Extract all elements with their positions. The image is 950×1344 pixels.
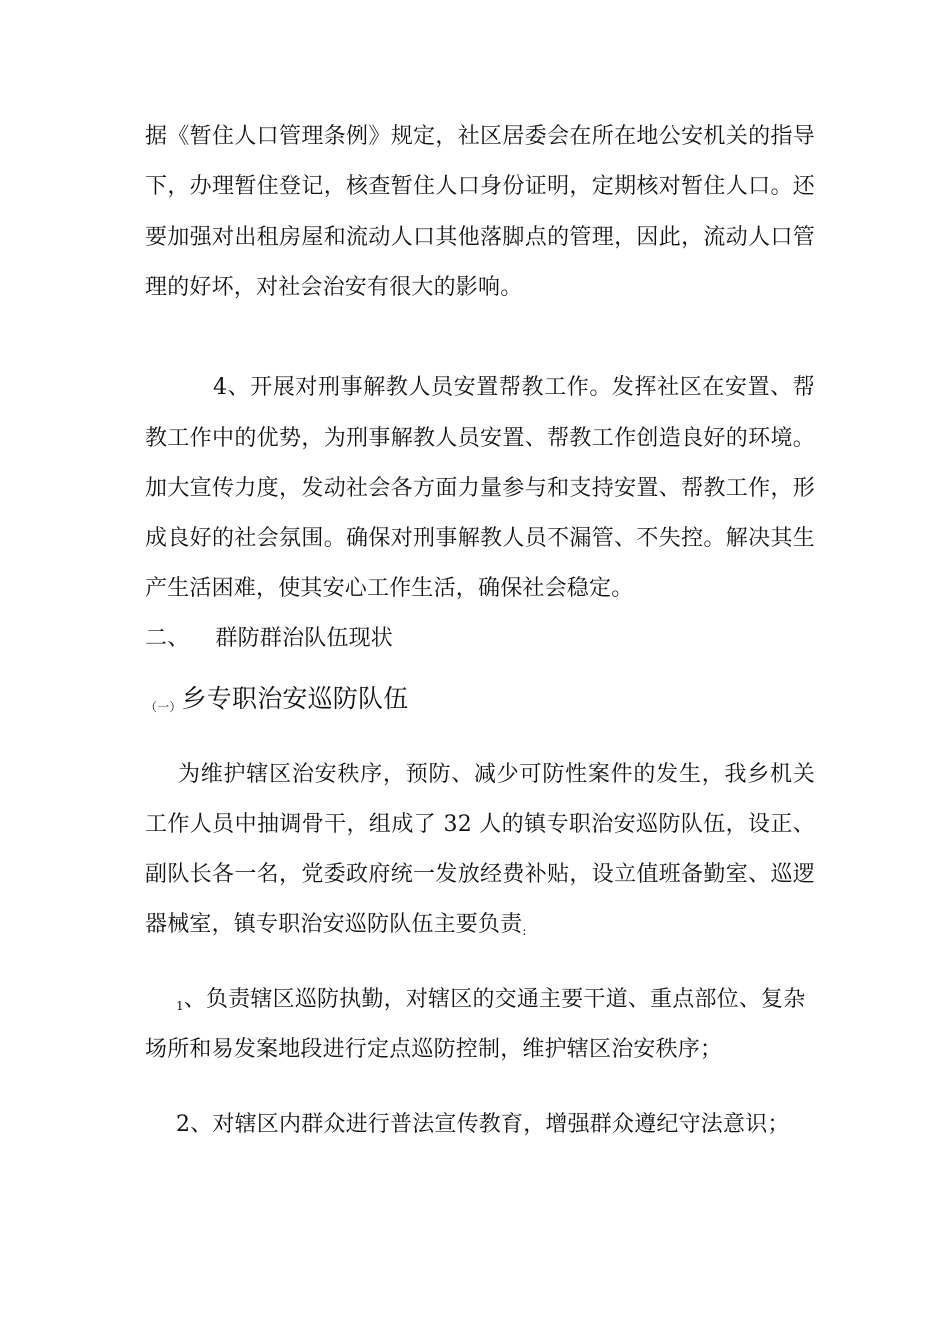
paragraph-line: 产生活困难，使其安心工作生活，确保社会稳定。 [145,576,634,601]
subsection-heading [145,684,815,722]
list-item: 2、对辖区内群众进行普法宣传教育，增强群众遵纪守法意识； [176,1112,790,1137]
paragraph-line: 加大宣传力度，发动社会各方面力量参与和支持安置、帮教工作，形 [145,476,815,501]
paragraph-line [145,910,815,946]
paragraph-line-text: 器械室，镇专职治安巡防队伍主要负责 [145,912,523,937]
paragraph-line: 教工作中的优势，为刑事解教人员安置、帮教工作创造良好的环境。 [145,426,815,451]
paragraph-line: 为维护辖区治安秩序，预防、减少可防性案件的发生，我乡机关 [178,762,815,787]
section-title: 群防群治队伍现状 [215,626,394,651]
list-item-continuation: 场所和易发案地段进行定点巡防控制，维护辖区治安秩序； [145,1037,723,1062]
paragraph-line: 要加强对出租房屋和流动人口其他落脚点的管理，因此，流动人口管 [145,225,815,250]
list-item-number: 1 [176,999,184,1013]
subsection-title: 乡专职治安巡防队伍 [181,684,409,713]
paragraph-line: 工作人员中抽调骨干，组成了 32 人的镇专职治安巡防队伍，设正、 [145,812,815,837]
paragraph-line: 下，办理暂住登记，核查暂住人口身份证明，定期核对暂住人口。还 [145,174,815,199]
list-item [176,985,815,1021]
section-number: 二、 [145,626,190,651]
paragraph-line: 理的好坏，对社会治安有很大的影响。 [145,275,523,300]
trailing-mark: : [522,924,527,938]
paragraph-line: 副队长各一名，党委政府统一发放经费补贴，设立值班备勤室、巡逻 [145,862,815,887]
paragraph-line: 据《暂住人口管理条例》规定，社区居委会在所在地公安机关的指导 [145,124,815,149]
paragraph-line: 4、开展对刑事解教人员安置帮教工作。发挥社区在安置、帮 [213,375,815,400]
list-item-text: 、负责辖区巡防执勤，对辖区的交通主要干道、重点部位、复杂 [183,987,806,1012]
section-heading [145,624,815,654]
paragraph-line: 成良好的社会氛围。确保对刑事解教人员不漏管、不失控。解决其生 [145,526,815,551]
subsection-number: （一） [145,700,182,714]
